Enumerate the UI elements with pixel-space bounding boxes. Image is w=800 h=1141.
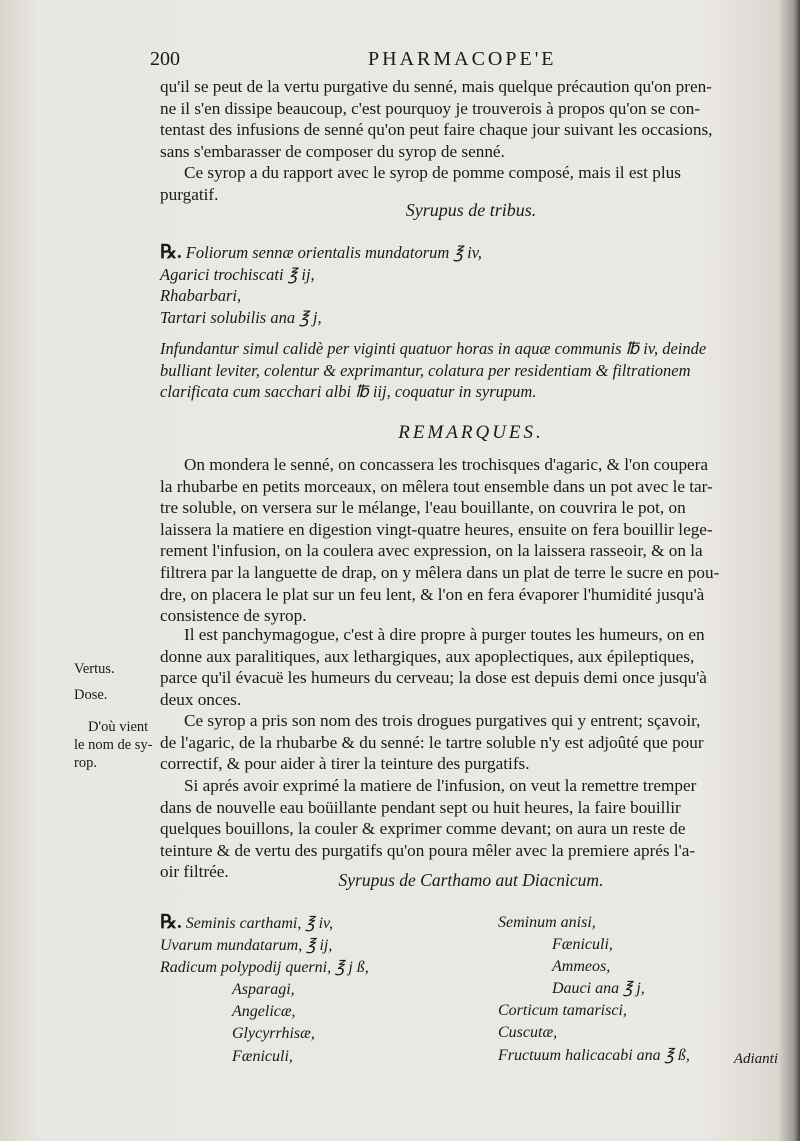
ingredient: Uvarum mundatarum, ℥ ij, [160, 937, 333, 955]
text-line: Ce syrop a du rapport avec le syrop de pomme composé, mais il est plus [184, 163, 681, 183]
ingredient: Fæniculi, [552, 936, 613, 954]
remarks-paragraph [160, 624, 782, 710]
text-line: On mondera le senné, on concassera les trochisques d'agaric, & l'on coupera [184, 455, 709, 474]
paragraph-continuation [160, 76, 782, 206]
text-line: dans de nouvelle eau boüillante pendant sept ou huit heures, la faire bouillir [160, 797, 681, 817]
ingredient: Radicum polypodij querni, ℥ j ß, [160, 959, 369, 977]
text-line: parce qu'il évacuë les humeurs du cerveau; la dose est depuis demi once jusqu'à [160, 668, 707, 688]
ingredient: Foliorum sennæ orientalis mundatorum ℥ iv, [185, 243, 482, 262]
ingredient: Dauci ana ℥ j, [552, 980, 645, 998]
text-line: Il est panchymagogue, c'est à dire propre à purger toutes les humeurs, on en [184, 625, 705, 644]
text-line: correctif, & pour aider à tirer la teinture des purgatifs. [160, 754, 530, 774]
ingredient-line [160, 242, 790, 264]
text-line: oir filtrée. [160, 862, 229, 882]
recipe-title: Syrupus de tribus. [405, 200, 537, 220]
catchword: Adianti [733, 1051, 778, 1067]
instruction-line: Infundantur simul calidè per viginti quatuor horas in aquæ communis ℔ iv, deinde [160, 339, 707, 358]
ingredient: Agarici trochiscati ℥ ij, [160, 264, 315, 284]
margin-note-dose: Dose. [74, 687, 108, 703]
margin-note-origin: D'où vient [88, 719, 149, 735]
page-number: 200 [150, 48, 180, 70]
text-line: filtrera par la languette de drap, on y mêlera dans un plat de terre le sucre en pou- [160, 562, 720, 582]
text-line: teinture & de vertu des purgatifs qu'on poura mêler avec la premiere aprés l'a- [160, 840, 696, 860]
text-line: laissera la matiere en digestion vingt-quatre heures, ensuite on fera bouillir lege- [160, 519, 713, 539]
recipe-rx-symbol: ℞. [160, 242, 182, 263]
text-line: donne aux paralitiques, aux lethargiques, aux apoplectiques, aux épileptiques, [160, 646, 695, 666]
text-line: ne il s'en dissipe beaucoup, c'est pourquoy je trouverois à propos qu'on se con- [160, 98, 701, 118]
text-line: quelques bouillons, la couler & exprimer comme devant; on aura un reste de [160, 819, 686, 839]
ingredient: Fæniculi, [232, 1047, 293, 1065]
ingredient-line [160, 912, 490, 935]
remarks-paragraph [160, 775, 782, 883]
text-line: rement l'infusion, on la coulera avec expression, on la laissera rasseoir, & on la [160, 541, 703, 561]
text-line: tentast des infusions de senné qu'on peut faire chaque jour suivant les occasions, [160, 120, 713, 140]
page-header [150, 48, 780, 72]
running-title: PHARMACOPE'E [368, 48, 557, 70]
ingredients-right-column [498, 912, 798, 1067]
recipe-ingredients [160, 242, 790, 329]
text-line: de l'agaric, de la rhubarbe & du senné: le tartre soluble n'y est adjoûté que pour [160, 732, 704, 752]
remarks-paragraph [160, 710, 782, 775]
ingredient: Cuscutæ, [498, 1024, 558, 1042]
ingredients-left-column [160, 912, 490, 1068]
text-line: la rhubarbe en petits morceaux, on mêlera tout ensemble dans un pot avec le tar- [160, 476, 713, 496]
text-line: Si aprés avoir exprimé la matiere de l'infusion, on veut la remettre tremper [184, 776, 697, 795]
recipe-title: Syrupus de Carthamo aut Diacnicum. [338, 870, 604, 890]
recipe-rx-symbol: ℞. [160, 912, 182, 933]
text-line: tre soluble, on versera sur le mélange, l'eau bouillante, on couvrira le pot, on [160, 498, 686, 518]
ingredient: Corticum tamarisci, [498, 1002, 627, 1020]
margin-note-origin: le nom de sy- [74, 737, 153, 753]
ingredient: Glycyrrhisæ, [232, 1025, 315, 1043]
margin-note-vertus: Vertus. [74, 661, 115, 677]
text-line: sans s'embarasser de composer du syrop de senné. [160, 141, 505, 161]
section-heading: REMARQUES. [398, 422, 544, 443]
text-line: Ce syrop a pris son nom des trois drogues purgatives qui y entrent; sçavoir, [184, 711, 701, 730]
ingredient: Asparagi, [232, 981, 295, 999]
remarks-paragraph [160, 454, 782, 627]
ingredient: Seminum anisi, [498, 914, 596, 931]
ingredient: Fructuum halicacabi ana ℥ ß, [498, 1046, 690, 1064]
ingredient: Seminis carthami, ℥ iv, [185, 915, 333, 932]
instruction-line: clarificata cum sacchari albi ℔ iij, coquatur in syrupum. [160, 382, 537, 402]
text-line: dre, on placera le plat sur un feu lent, & l'on en fera évaporer l'humidité jusqu'à [160, 584, 705, 604]
text-line: consistence de syrop. [160, 606, 307, 626]
ingredient: Ammeos, [552, 958, 611, 976]
margin-note-origin: rop. [74, 755, 97, 771]
text-line: purgatif. [160, 184, 219, 204]
ingredient: Angelicæ, [232, 1003, 296, 1021]
ingredient: Rhabarbari, [160, 286, 242, 306]
instruction-line: bulliant leviter, colentur & exprimantur, colatura per residentiam & filtrationem [160, 360, 691, 380]
text-line: qu'il se peut de la vertu purgative du senné, mais quelque précaution qu'on pren- [160, 77, 712, 96]
ingredient: Tartari solubilis ana ℥ j, [160, 308, 322, 328]
text-line: deux onces. [160, 689, 242, 709]
recipe-instructions [160, 338, 790, 403]
